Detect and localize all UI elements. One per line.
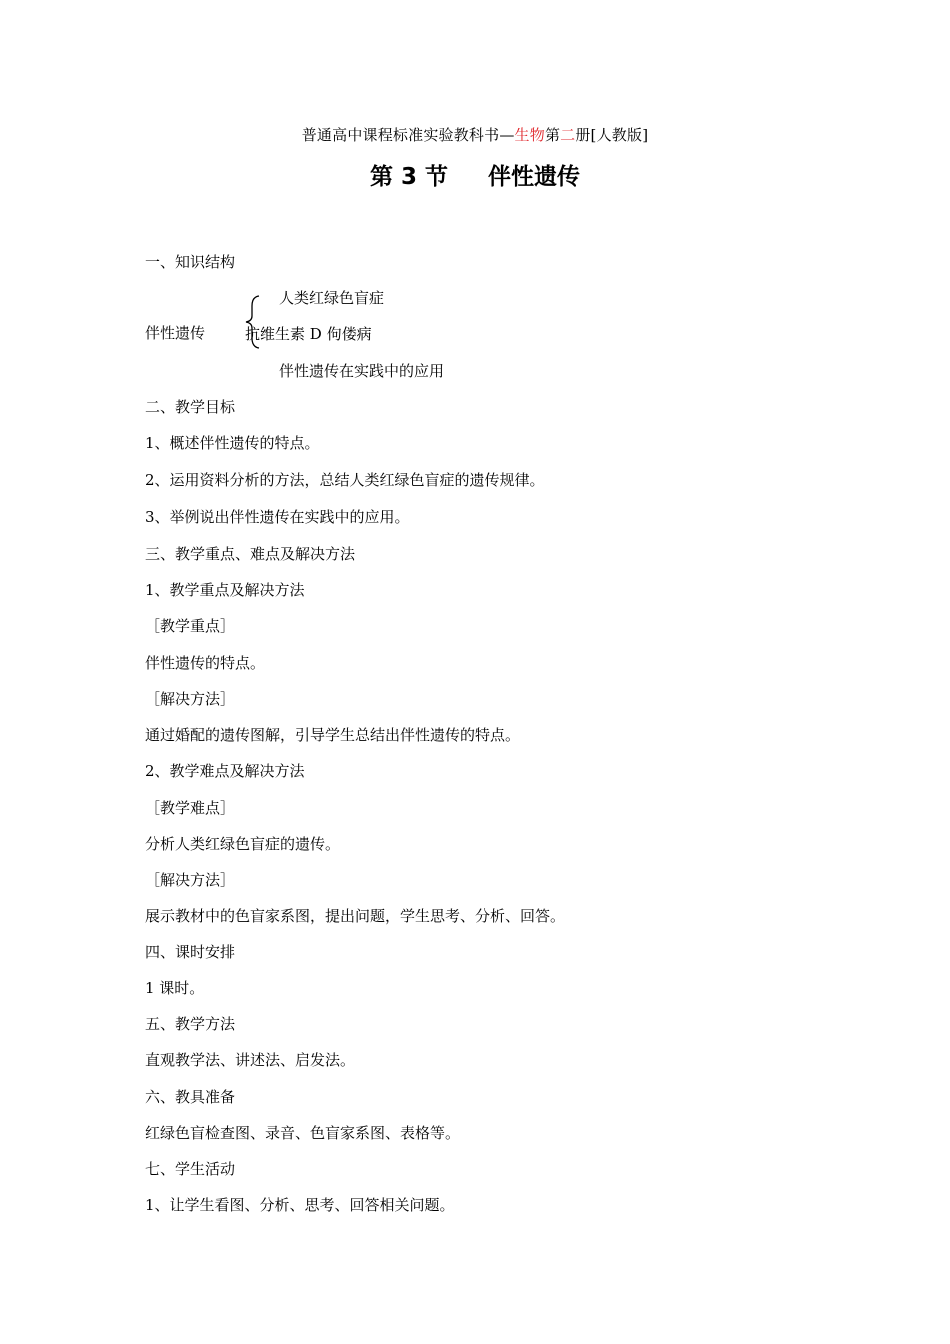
header-text-2: 第 [544,126,561,144]
header-text-1: 普通高中课程标准实验教科书— [301,126,515,144]
paragraph: 分析人类红绿色盲症的遗传。 [145,835,341,853]
objective-item: 2、运用资料分析的方法，总结人类红绿色盲症的遗传规律。 [145,471,545,489]
section-heading: 四、课时安排 [145,943,236,961]
section-heading: 五、教学方法 [145,1015,236,1033]
section-heading: 七、学生活动 [145,1160,236,1178]
section-heading: 六、教具准备 [145,1088,236,1106]
bracket-label: ［解决方法］ [145,871,236,889]
paragraph: 红绿色盲检查图、录音、色盲家系图、表格等。 [145,1124,461,1142]
structure-heading: 一、知识结构 [145,253,236,271]
paragraph: 通过婚配的遗传图解，引导学生总结出伴性遗传的特点。 [145,726,521,744]
section-name: 伴性遗传 [488,164,581,190]
book-header [0,124,950,145]
structure-item: 抗维生素 D 佝偻病 [245,325,372,343]
section-heading: 二、教学目标 [145,398,236,416]
page-title [0,158,950,191]
paragraph: 1 课时。 [145,979,205,997]
section-number: 第 3 节 [369,164,449,190]
paragraph: 1、让学生看图、分析、思考、回答相关问题。 [145,1196,455,1214]
subsection-heading: 1、教学重点及解决方法 [145,581,305,599]
structure-root: 伴性遗传 [145,324,206,342]
objective-item: 1、概述伴性遗传的特点。 [145,434,320,452]
bracket-label: ［解决方法］ [145,690,236,708]
objective-item: 3、举例说出伴性遗传在实践中的应用。 [145,508,410,526]
bracket-label: ［教学重点］ [145,617,236,635]
paragraph: 展示教材中的色盲家系图，提出问题，学生思考、分析、回答。 [145,907,566,925]
structure-item: 人类红绿色盲症 [279,289,385,307]
structure-item: 伴性遗传在实践中的应用 [279,362,445,380]
header-subject: 生物 [514,126,545,144]
section-heading: 三、教学重点、难点及解决方法 [145,545,356,563]
paragraph: 直观教学法、讲述法、启发法。 [145,1051,356,1069]
subsection-heading: 2、教学难点及解决方法 [145,762,305,780]
paragraph: 伴性遗传的特点。 [145,654,266,672]
header-text-3: 册[人教版] [575,126,649,144]
bracket-label: ［教学难点］ [145,799,236,817]
header-volume-number: 二 [560,126,576,144]
